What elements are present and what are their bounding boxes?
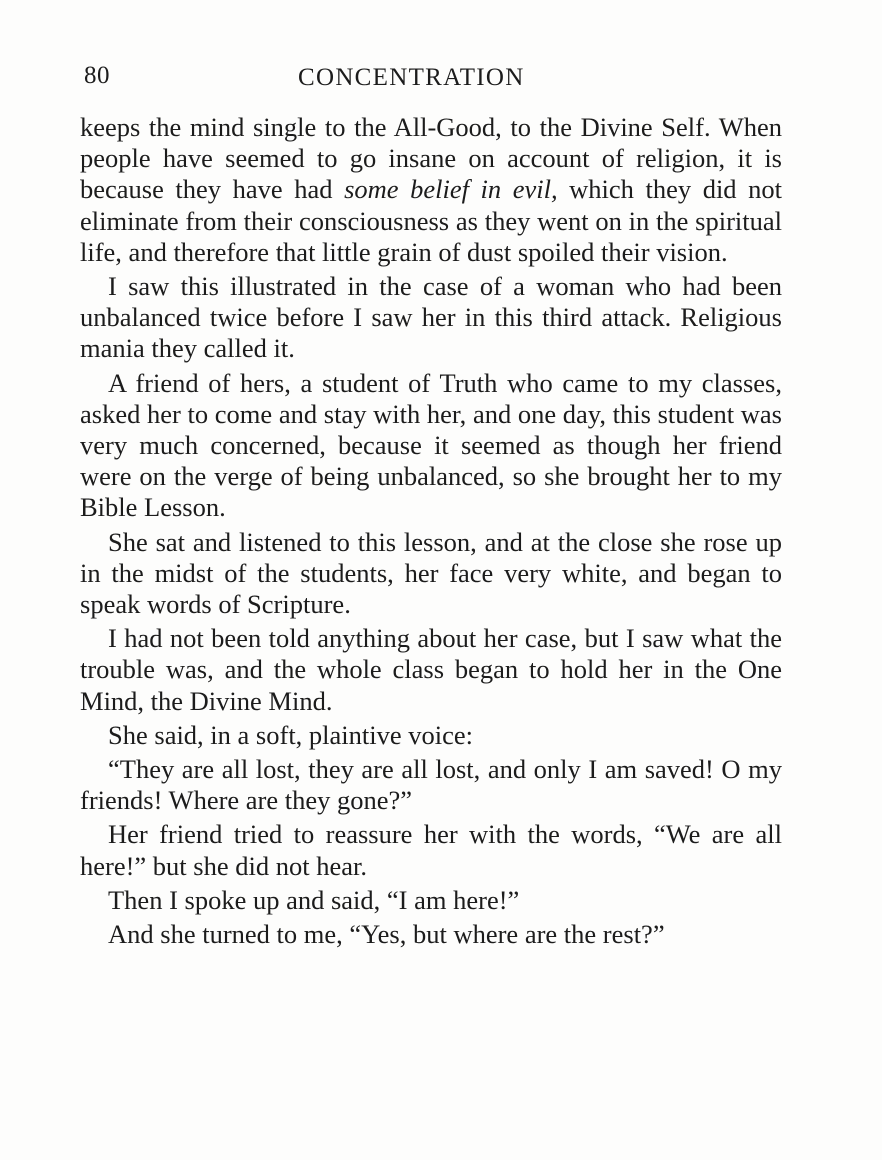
page-header <box>84 62 784 98</box>
paragraph: Then I spoke up and said, “I am here!” <box>108 884 520 915</box>
paragraph: And she turned to me, “Yes, but where are the rest?” <box>108 919 665 950</box>
paragraph: I had not been told anything about her case, but I saw what the trouble was, and the whole class began to hold her in the One Mind, the Divine Mind. <box>80 623 782 716</box>
page-number: 80 <box>84 62 110 89</box>
paragraph <box>80 112 782 268</box>
paragraph: She sat and listened to this lesson, and at the close she rose up in the midst of the students, her face very white, and began to speak words of Scripture. <box>80 526 782 620</box>
paragraph: “They are all lost, they are all lost, and only I am saved! O my friends! Where are they gone?” <box>80 754 782 816</box>
italic-phrase: some belief in evil, <box>344 174 558 205</box>
paragraph-text: keeps the mind single to the All-Good, to the Divine Self. When people have seemed to go insane on account of religion, it is because they have had <box>80 112 782 205</box>
paragraph: A friend of hers, a student of Truth who came to my classes, asked her to come and stay with her, and one day, this student was very much concerned, because it seemed as though her friend were on the verge of being unbalanced, so she brought her to my Bible Lesson. <box>80 367 782 523</box>
paragraph: Her friend tried to reassure her with the words, “We are all here!” but she did not hear. <box>80 819 782 881</box>
body-text <box>80 112 782 950</box>
paragraph: She said, in a soft, plaintive voice: <box>108 719 474 750</box>
paragraph: I saw this illustrated in the case of a woman who had been unbalanced twice before I saw her in this third attack. Religious mania they called it. <box>80 271 782 364</box>
paragraph-text: which they did not eliminate from their consciousness as they went on in the spiritual life, and therefore that little grain of dust spoiled their vision. <box>80 174 782 267</box>
running-title: CONCENTRATION <box>298 64 525 91</box>
